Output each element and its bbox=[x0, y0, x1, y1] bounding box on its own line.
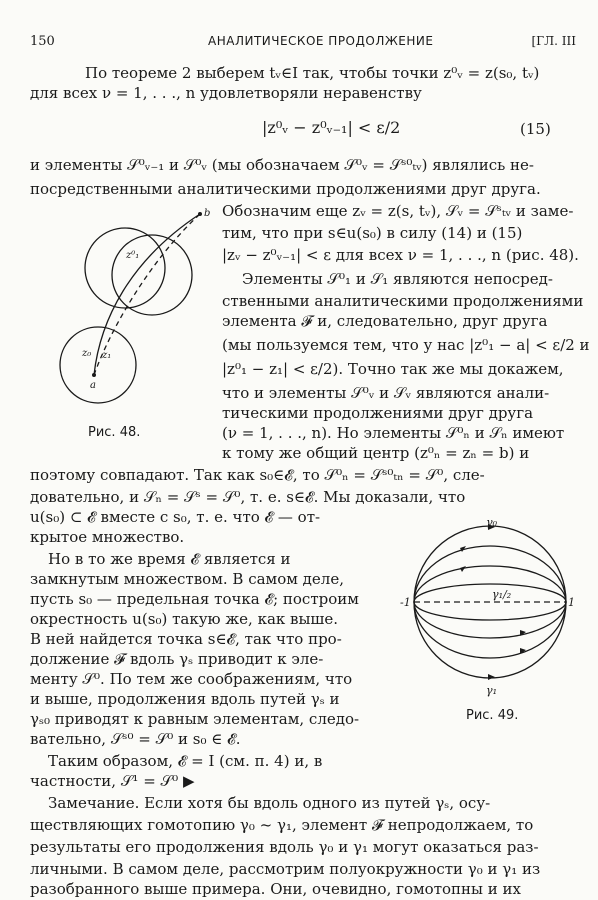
text-line: крытое множество. bbox=[30, 528, 185, 546]
point-a bbox=[92, 373, 96, 377]
text-line: поэтому совпадают. Так как s₀∈𝓔, то 𝒮⁰ₙ = 𝒮ˢ⁰ₜₙ = 𝒮⁰, сле- bbox=[30, 466, 485, 484]
text-line: и элементы 𝒮⁰ᵥ₋₁ и 𝒮⁰ᵥ (мы обозначаем 𝒮⁰ᵥ = 𝒮ˢ⁰ₜᵥ) являлись не- bbox=[30, 156, 534, 174]
text-line: тим, что при s∈u(s₀) в силу (14) и (15) bbox=[222, 224, 523, 242]
text-line: частности, 𝒮¹ = 𝒮⁰ ▶ bbox=[30, 772, 195, 790]
text-line: окрестность u(s₀) такую же, как выше. bbox=[30, 610, 339, 628]
text-line: тическими продолжениями друг друга bbox=[222, 404, 534, 422]
text-line: |z⁰₁ − z₁| < ε/2). Точно так же мы докажем, bbox=[222, 360, 564, 378]
text-line: Но в то же время 𝓔 является и bbox=[48, 550, 291, 568]
text-line: к тому же общий центр (z⁰ₙ = zₙ = b) и bbox=[222, 444, 530, 462]
label-b: b bbox=[204, 208, 211, 219]
label-gamma1: γ₁ bbox=[486, 684, 497, 697]
running-header bbox=[0, 34, 598, 52]
text-line: разобранного выше примера. Они, очевидно, гомотопны и их bbox=[30, 880, 521, 898]
arrow-upper-2 bbox=[460, 566, 466, 572]
neighborhood-circle-right bbox=[112, 235, 192, 315]
text-line: элемента 𝓕 и, следовательно, друг друга bbox=[222, 312, 548, 330]
chapter-label: [ГЛ. III bbox=[531, 34, 576, 48]
label-a: a bbox=[90, 380, 96, 391]
text-line: посредственными аналитическими продолжениями друг друга. bbox=[30, 180, 541, 198]
remark-line: Замечание. Если хотя бы вдоль одного из путей γₛ, осу- bbox=[48, 794, 491, 812]
figure-49-caption: Рис. 49. bbox=[466, 708, 519, 723]
text-line: Таким образом, 𝓔 = I (см. п. 4) и, в bbox=[48, 752, 323, 770]
text-line: пусть s₀ — предельная точка 𝓔; построим bbox=[30, 590, 359, 608]
text-line: и выше, продолжения вдоль путей γₛ и bbox=[30, 690, 340, 708]
label-one: 1 bbox=[568, 596, 575, 609]
text-line: что и элементы 𝒮⁰ᵥ и 𝒮ᵥ являются анали- bbox=[222, 384, 550, 402]
text-line: (мы пользуемся тем, что у нас |z⁰₁ − a| < ε/2 и bbox=[222, 336, 590, 354]
label-z0: z₀ bbox=[82, 348, 92, 359]
text-line: γₛ₀ приводят к равным элементам, следо- bbox=[30, 710, 360, 728]
text-line: В ней найдется точка s∈𝓔, так что про- bbox=[30, 630, 342, 648]
figure-49-drawing bbox=[400, 518, 580, 698]
text-line: Элементы 𝒮⁰₁ и 𝒮₁ являются непосред- bbox=[242, 270, 553, 288]
neighborhood-circle-upper bbox=[85, 228, 165, 308]
arrow-gamma1 bbox=[488, 674, 495, 680]
text-line: u(s₀) ⊂ 𝓔 вместе с s₀, т. е. что 𝓔 — от- bbox=[30, 508, 321, 526]
text-line: менту 𝒮⁰. По тем же соображениям, что bbox=[30, 670, 353, 688]
figure-48-caption: Рис. 48. bbox=[88, 425, 141, 440]
label-gamma-half: γ₁/₂ bbox=[492, 588, 512, 601]
page-number: 150 bbox=[30, 34, 55, 49]
text-line: результаты его продолжения вдоль γ₀ и γ₁ могут оказаться раз- bbox=[30, 838, 539, 856]
equation-number: (15) bbox=[520, 120, 551, 138]
text-line: По теореме 2 выберем tᵥ∈I так, чтобы точки z⁰ᵥ = z(s₀, tᵥ) bbox=[85, 64, 540, 82]
text-line: для всех ν = 1, . . ., n удовлетворяли неравенству bbox=[30, 84, 422, 102]
text-line: замкнутым множеством. В самом деле, bbox=[30, 570, 344, 588]
text-line: ществляющих гомотопию γ₀ ~ γ₁, элемент 𝓕 непродолжаем, то bbox=[30, 816, 534, 834]
label-z1: z₁ bbox=[102, 350, 112, 361]
text-line: (ν = 1, . . ., n). Но элементы 𝒮⁰ₙ и 𝒮ₙ имеют bbox=[222, 424, 565, 442]
text-line: ственными аналитическими продолжениями bbox=[222, 292, 584, 310]
point-b bbox=[198, 212, 202, 216]
text-line: Обозначим еще zᵥ = z(s, tᵥ), 𝒮ᵥ = 𝒮ˢₜᵥ и заме- bbox=[222, 202, 574, 220]
text-line: должение 𝓕 вдоль γₛ приводит к эле- bbox=[30, 650, 324, 668]
text-line: |zᵥ − z⁰ᵥ₋₁| < ε для всех ν = 1, . . ., n (рис. 48). bbox=[222, 246, 579, 264]
text-line: личными. В самом деле, рассмотрим полуокружности γ₀ и γ₁ из bbox=[30, 860, 541, 878]
label-minus-one: -1 bbox=[400, 596, 411, 609]
label-z01: z⁰₁ bbox=[126, 250, 140, 261]
figure-48-drawing bbox=[40, 200, 220, 430]
text-line: довательно, и 𝒮ₙ = 𝒮ˢ = 𝒮⁰, т. е. s∈𝓔. Мы доказали, что bbox=[30, 488, 466, 506]
equation-15: |z⁰ᵥ − z⁰ᵥ₋₁| < ε/2 bbox=[262, 118, 401, 137]
text-line: вательно, 𝒮ˢ⁰ = 𝒮⁰ и s₀ ∈ 𝓔. bbox=[30, 730, 241, 748]
running-title: АНАЛИТИЧЕСКОЕ ПРОДОЛЖЕНИЕ bbox=[208, 34, 434, 48]
label-gamma0: γ₀ bbox=[486, 518, 497, 529]
